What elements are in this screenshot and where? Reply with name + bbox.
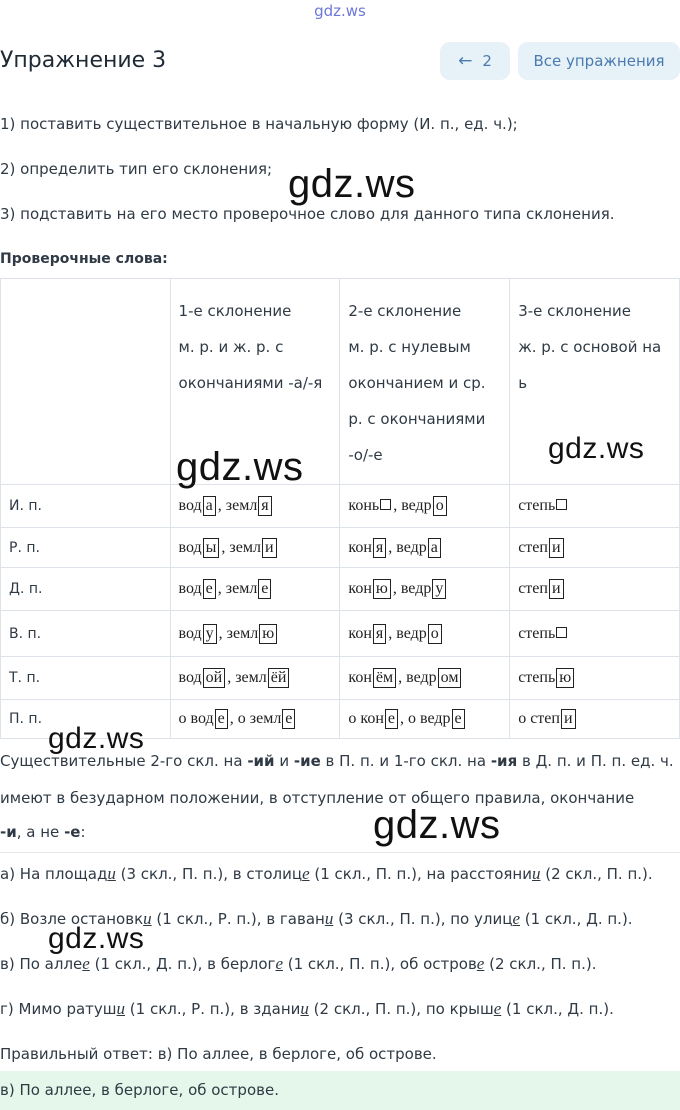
watermark: gdz.ws	[48, 722, 145, 755]
step-3: 3) подставить на его место проверочное слово для данного типа склонения.	[0, 205, 615, 223]
case-cell: Т. п.	[1, 657, 171, 700]
answer-text: а) На площад	[0, 865, 108, 883]
case-cell: И. п.	[1, 485, 171, 528]
rule-ending: -ий	[247, 752, 275, 770]
highlighted-answer	[0, 1071, 680, 1110]
check-title: Проверочные слова:	[0, 251, 168, 267]
separator: ,	[393, 497, 398, 514]
separator: ,	[221, 538, 226, 556]
header-decl-3-desc: ж. р. с основой на ь	[518, 338, 662, 392]
watermark: gdz.ws	[548, 432, 645, 465]
answer-text: (1 скл., Д. п.).	[501, 1000, 614, 1018]
rule-ending: -и	[0, 823, 17, 841]
word-stem: вод	[178, 538, 202, 556]
word-ending: ёй	[268, 668, 290, 688]
word-ending: ой	[203, 668, 226, 688]
separator: ,	[400, 710, 404, 727]
separator: ,	[398, 669, 403, 686]
answer-ending: е	[82, 954, 90, 973]
watermark: gdz.ws	[288, 162, 416, 206]
forms-cell	[340, 485, 510, 528]
forms-cell	[170, 657, 340, 700]
word-ending: ы	[203, 538, 220, 558]
word-ending: у	[432, 579, 446, 599]
word-stem: степь	[518, 624, 556, 642]
table-row	[1, 611, 680, 657]
separator: ,	[229, 710, 234, 727]
word-stem: степь	[518, 497, 556, 514]
forms-cell	[170, 700, 340, 739]
answer-ending: и	[532, 864, 541, 883]
word-stem: земл	[225, 497, 258, 514]
case-cell: Р. п.	[1, 528, 171, 568]
case-cell: Д. п.	[1, 568, 171, 611]
answer-text: в) По алле	[0, 955, 83, 973]
word-stem: кон	[348, 624, 372, 642]
word-ending: ю	[259, 624, 277, 644]
word-ending: а	[428, 538, 441, 558]
word-stem: кон	[348, 580, 372, 597]
forms-cell	[340, 700, 510, 739]
word-ending: е	[258, 579, 271, 599]
header-decl-2	[340, 279, 510, 485]
word-stem: кон	[348, 538, 372, 556]
word-ending: о	[428, 624, 442, 644]
answer-text: (1 скл., Д. п.).	[519, 910, 633, 928]
prev-exercise-button[interactable]	[440, 42, 510, 80]
word-stem: конь	[348, 497, 380, 514]
answer-text: (2 скл., П. п.).	[484, 955, 597, 973]
answer-ending: и	[324, 909, 334, 928]
forms-cell	[170, 568, 340, 611]
answer-ending: е	[275, 954, 283, 973]
table-row	[1, 657, 680, 700]
word-stem: степ	[518, 580, 548, 597]
answer-option-a	[0, 864, 653, 884]
word-stem: земл	[229, 538, 261, 556]
answer-text: (3 скл., П. п.), по улиц	[333, 910, 513, 928]
arrow-left-icon: ←	[458, 51, 473, 71]
separator: ,	[218, 624, 223, 642]
rule-text: , а не	[16, 823, 65, 841]
word-ending: я	[373, 624, 386, 644]
word-stem: ведр	[401, 497, 432, 514]
separator: ,	[227, 669, 232, 686]
page-header	[0, 42, 680, 82]
word-ending: ом	[438, 668, 462, 688]
site-logo[interactable]: gdz.ws	[314, 2, 366, 20]
word-stem: о земл	[237, 710, 282, 727]
word-ending: е	[452, 709, 465, 729]
separator: ,	[217, 580, 222, 597]
highlighted-answer-text: в) По аллее, в берлоге, об острове.	[0, 1081, 279, 1099]
zero-ending-box	[556, 627, 567, 638]
all-exercises-button[interactable]: Все упражнения	[518, 42, 680, 80]
rule-text: в Д. п. и П. п. ед. ч.	[517, 752, 674, 770]
word-ending: я	[373, 538, 386, 558]
forms-cell	[340, 657, 510, 700]
word-stem: вод	[178, 669, 202, 686]
zero-ending-box	[556, 499, 567, 510]
forms-cell	[510, 568, 680, 611]
answer-text: (2 скл., П. п.).	[540, 865, 653, 883]
forms-cell	[510, 700, 680, 739]
word-stem: вод	[178, 624, 202, 642]
forms-cell	[510, 611, 680, 657]
forms-cell	[170, 528, 340, 568]
table-body	[1, 485, 680, 739]
watermark: gdz.ws	[176, 445, 304, 489]
case-cell: П. п.	[1, 700, 171, 739]
word-stem: о кон	[348, 710, 384, 727]
answer-option-v	[0, 954, 597, 974]
separator: ,	[217, 497, 222, 514]
case-cell: В. п.	[1, 611, 171, 657]
answer-option-g	[0, 999, 614, 1019]
word-stem: вод	[178, 580, 202, 597]
word-stem: земл	[225, 580, 258, 597]
word-stem: ведр	[400, 580, 432, 597]
rule-text: Существительные 2-го скл. на	[0, 752, 248, 770]
word-ending: и	[549, 538, 564, 558]
header-decl-3-name: 3-е склонение	[518, 302, 632, 320]
word-stem: кон	[348, 669, 372, 686]
rule-line-2: имеют в безударном положении, в отступление от общего правила, окончание	[0, 789, 635, 807]
answer-ending: е	[476, 954, 485, 973]
rule-text: и	[274, 752, 294, 770]
answer-text: (1 скл., Д. п.), в берлог	[89, 955, 276, 973]
step-1: 1) поставить существительное в начальную форму (И. п., ед. ч.);	[0, 115, 518, 133]
rule-ending: -ие	[293, 752, 321, 770]
forms-cell	[510, 657, 680, 700]
separator: ,	[392, 580, 397, 597]
header-decl-1-name: 1-е склонение	[178, 302, 292, 320]
step-2: 2) определить тип его склонения;	[0, 160, 273, 178]
word-ending: е	[215, 709, 228, 729]
table-corner-cell	[1, 279, 171, 485]
word-stem: о вод	[178, 710, 214, 727]
watermark: gdz.ws	[373, 803, 501, 847]
answer-ending: е	[512, 909, 520, 928]
word-ending: у	[203, 624, 217, 644]
answer-ending: и	[300, 999, 309, 1018]
word-ending: я	[258, 496, 271, 516]
answer-text: (2 скл., П. п.), по крыш	[308, 1000, 494, 1018]
answer-text: (1 скл., П. п.), об остров	[282, 955, 477, 973]
word-stem: о ведр	[408, 710, 451, 727]
word-stem: вод	[178, 497, 202, 514]
word-stem: ведр	[406, 669, 437, 686]
rule-line-3	[0, 823, 86, 841]
answer-ending: е	[302, 864, 310, 883]
header-decl-1-desc: м. р. и ж. р. с окончаниями -а/-я	[178, 338, 323, 392]
word-stem: ведр	[396, 624, 427, 642]
watermark: gdz.ws	[48, 922, 145, 955]
word-ending: и	[262, 538, 277, 558]
forms-cell	[340, 528, 510, 568]
word-stem: ведр	[396, 538, 427, 556]
table-row	[1, 568, 680, 611]
answer-text: (1 скл., Р. п.), в гаван	[151, 910, 325, 928]
answer-text: (1 скл., П. п.), на расстояни	[309, 865, 532, 883]
answer-ending: е	[493, 999, 502, 1018]
answer-ending: и	[143, 909, 152, 928]
word-ending: е	[203, 579, 216, 599]
answer-text: б) Возле остановк	[0, 910, 144, 928]
word-ending: и	[561, 709, 576, 729]
word-ending: а	[203, 496, 216, 516]
word-stem: степь	[518, 669, 556, 686]
separator: ,	[388, 538, 393, 556]
forms-cell	[340, 568, 510, 611]
word-ending: ю	[556, 668, 574, 688]
separator: ,	[388, 624, 393, 642]
prev-exercise-label: 2	[482, 52, 492, 70]
word-ending: ём	[373, 668, 396, 688]
word-ending: ю	[373, 579, 391, 599]
rule-ending: -е	[64, 823, 81, 841]
forms-cell	[510, 528, 680, 568]
word-stem: о степ	[518, 710, 560, 727]
answer-ending: и	[116, 999, 126, 1018]
answer-text: г) Мимо ратуш	[0, 1000, 117, 1018]
correct-answer: Правильный ответ: в) По аллее, в берлоге, об острове.	[0, 1045, 437, 1063]
word-ending: е	[385, 709, 398, 729]
page-title: Упражнение 3	[0, 48, 167, 73]
forms-cell	[510, 485, 680, 528]
word-ending: и	[549, 579, 564, 599]
table-row	[1, 485, 680, 528]
answer-ending: и	[107, 864, 116, 883]
word-stem: земл	[235, 669, 267, 686]
zero-ending-box	[380, 499, 391, 510]
header-decl-2-name: 2-е склонение	[348, 302, 462, 320]
rule-ending: -ия	[490, 752, 518, 770]
rule-text: в П. п. и 1-го скл. на	[320, 752, 491, 770]
word-stem: земл	[226, 624, 259, 642]
table-row	[1, 528, 680, 568]
answer-text: (3 скл., П. п.), в столиц	[115, 865, 303, 883]
word-ending: е	[282, 709, 295, 729]
header-decl-2-desc: м. р. с нулевым окончанием и ср. р. с окончаниями -о/-е	[348, 338, 486, 464]
forms-cell	[170, 611, 340, 657]
declension-table	[0, 278, 680, 739]
word-stem: степ	[518, 538, 548, 556]
forms-cell	[170, 485, 340, 528]
answer-text: (1 скл., Р. п.), в здани	[125, 1000, 301, 1018]
word-ending: о	[433, 496, 447, 516]
divider	[0, 852, 680, 853]
rule-text: :	[80, 823, 86, 841]
forms-cell	[340, 611, 510, 657]
